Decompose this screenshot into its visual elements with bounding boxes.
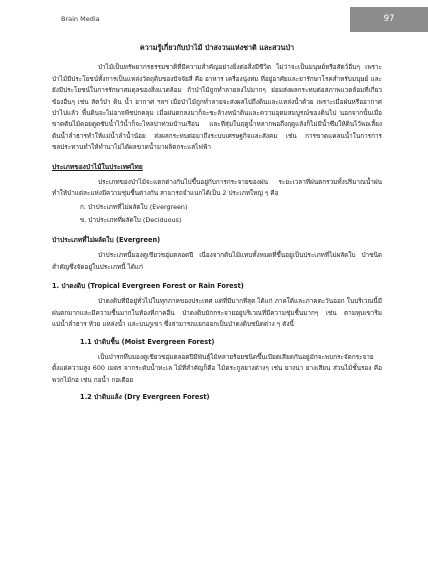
intro-paragraph: ป่าไม้เป็นทรัพยากรธรรมชาติที่มีความสำคัญอย่างยิ่งต่อสิ่งมีชีวิต ไม่ว่าจะเป็นมนุษย์หรือสัตว์อื่นๆ เพราะป่าไม้มีประโยชน์ทั้งการเป็นแหล่งวัตถุดิบของปัจจัยสี่ คือ อาหาร เครื่องนุ่งห่ม ที่อยู่อาศัยและยารักษาโรคสำหรับมนุษย์ และยังมีประโยชน์ในการรักษาสมดุลของสิ่งแวดล้อม ถ้าป่าไม้ถูกทำลายลงไปมากๆ ย่อมส่งผลกระทบต่อสภาพแวดล้อมที่เกี่ยวข้องอื่นๆ เช่น สัตว์ป่า ดิน น้ำ อากาศ ฯลฯ เมื่อป่าไม้ถูกทำลายจะส่งผลไปถึงดินและแหล่งน้ำด้วย เพราะเมื่อฝนหรืออากาศป่าไปแล้ว พื้นดินจะไม่อาจพืชปกคลุม เมื่อฝนตกลงมาก็จะชะล้างหน้าดินและความอุดมสมบูรณ์ของดินไป นอกจากนั้นเมื่อขาดต้นไม้คอยดูดซับน้ำไว้น้ำก็จะไหลบ่าท่วมบ้านเรือน และที่สุ่มในฤดูน้ำหลากพอถึงฤดูแล้งก็ไม่มีน้ำซึมให้ดินไว้พอเลี้ยงต้นน้ำลำธารทำให้แม่น้ำลำน้ำน้อย ส่งผลกระทบต่อมาถึงระบบเศรษฐกิจและสังคม เช่น การขาดแคลนน้ำในการการชลประทานทำให้ทำนาไม่ได้ผลขาดน้ำมาผลิตกระแสไฟฟ้า	[52, 63, 383, 152]
list-item-evergreen: ก. ป่าประเภทที่ไม่ผลัดใบ (Evergreen)	[80, 202, 188, 211]
subsection-heading-dry-evergreen: 1.2 ป่าดิบแล้ง (Dry Evergreen Forest)	[80, 393, 210, 402]
list-item-deciduous: ข. ป่าประเภทที่ผลัดใบ (Deciduous)	[80, 216, 182, 225]
rain-forest-paragraph: ป่าดงดิบที่มีอยู่ทั่วไปในทุกภาคของประเทศ แต่ที่มีมากที่สุด ได้แก่ ภาคใต้และภาคตะวันออก ในบริเวณนี้มีฝนตกมากและมีความชื้นมากในท้องที่ภาคอื่น ป่าดงดิบมักกระจายอยู่บริเวณที่มีความชุ่มชื้นมากๆ เช่น ตามหุบเขาริมแม่น้ำลำธาร ห้วย แหล่งน้ำ และบนภูเขา ซึ่งสามารถแยกออกเป็นป่าดงดิบชนิดต่าง ๆ ดังนี้	[52, 297, 382, 329]
page-header	[0, 0, 428, 40]
evergreen-paragraph: ป่าประเภทนี้มองดูเขียวชอุ่มตลอดปี เนื่องจากต้นไม้แทบทั้งหมดที่ขึ้นอยู่เป็นประเภทที่ไม่ผลัดใบ ป่าชนิดสำคัญซึ่งจัดอยู่ในประเภทนี้ ได้แก่	[52, 251, 382, 271]
page-number: 97	[383, 14, 395, 24]
moist-evergreen-paragraph: เป็นป่ารกทึบมองดูเขียวชอุ่มตลอดปีมีพันธุ์ไม้หลายร้อยชนิดขึ้นเบียดเสียดกันอยู่มักจะพบกระจัดกระจายตั้งแต่ความสูง 600 เมตร จากระดับน้ำทะเล ไม้ที่สำคัญก็คือ ไม้ตระกูลยางต่างๆ เช่น ยางนา ยางเสียน ส่วนไม้ชั้นรอง คือ พวกไม้กอ เช่น กอน้ำ กอเตือย	[52, 352, 382, 384]
document-title: ความรู้เกี่ยวกับป่าไม้ ป่าสงวนแห่งชาติ และสวนป่า	[139, 43, 295, 52]
section-heading-evergreen: ป่าประเภทที่ไม่ผลัดใบ (Evergreen)	[52, 235, 161, 244]
subsection-heading-moist-evergreen: 1.1 ป่าดิบชื้น (Moist Evergreen Forest)	[80, 337, 215, 346]
section-heading-forest-types: ประเภทของป่าไม้ในประเทศไทย	[52, 162, 143, 171]
document-body	[52, 42, 382, 408]
forest-types-paragraph: ประเภทของป่าไม้จะแตกต่างกันไปขึ้นอยู่กับการกระจายของฝน ระยะเวลาที่ฝนตกรวมทั้งปริมาณน้ำฝนทำให้ป่าแต่ละแห่งมีความชุ่มชื้นต่างกัน สามารถจำแนกได้เป็น 2 ประเภทใหญ่ ๆ คือ	[52, 178, 382, 198]
section-heading-rain-forest: 1. ป่าดงดิบ (Tropical Evergreen Forest or Rain Forest)	[52, 281, 244, 290]
page-number-tab	[350, 7, 428, 32]
brand-name: Brain Media	[61, 15, 100, 23]
